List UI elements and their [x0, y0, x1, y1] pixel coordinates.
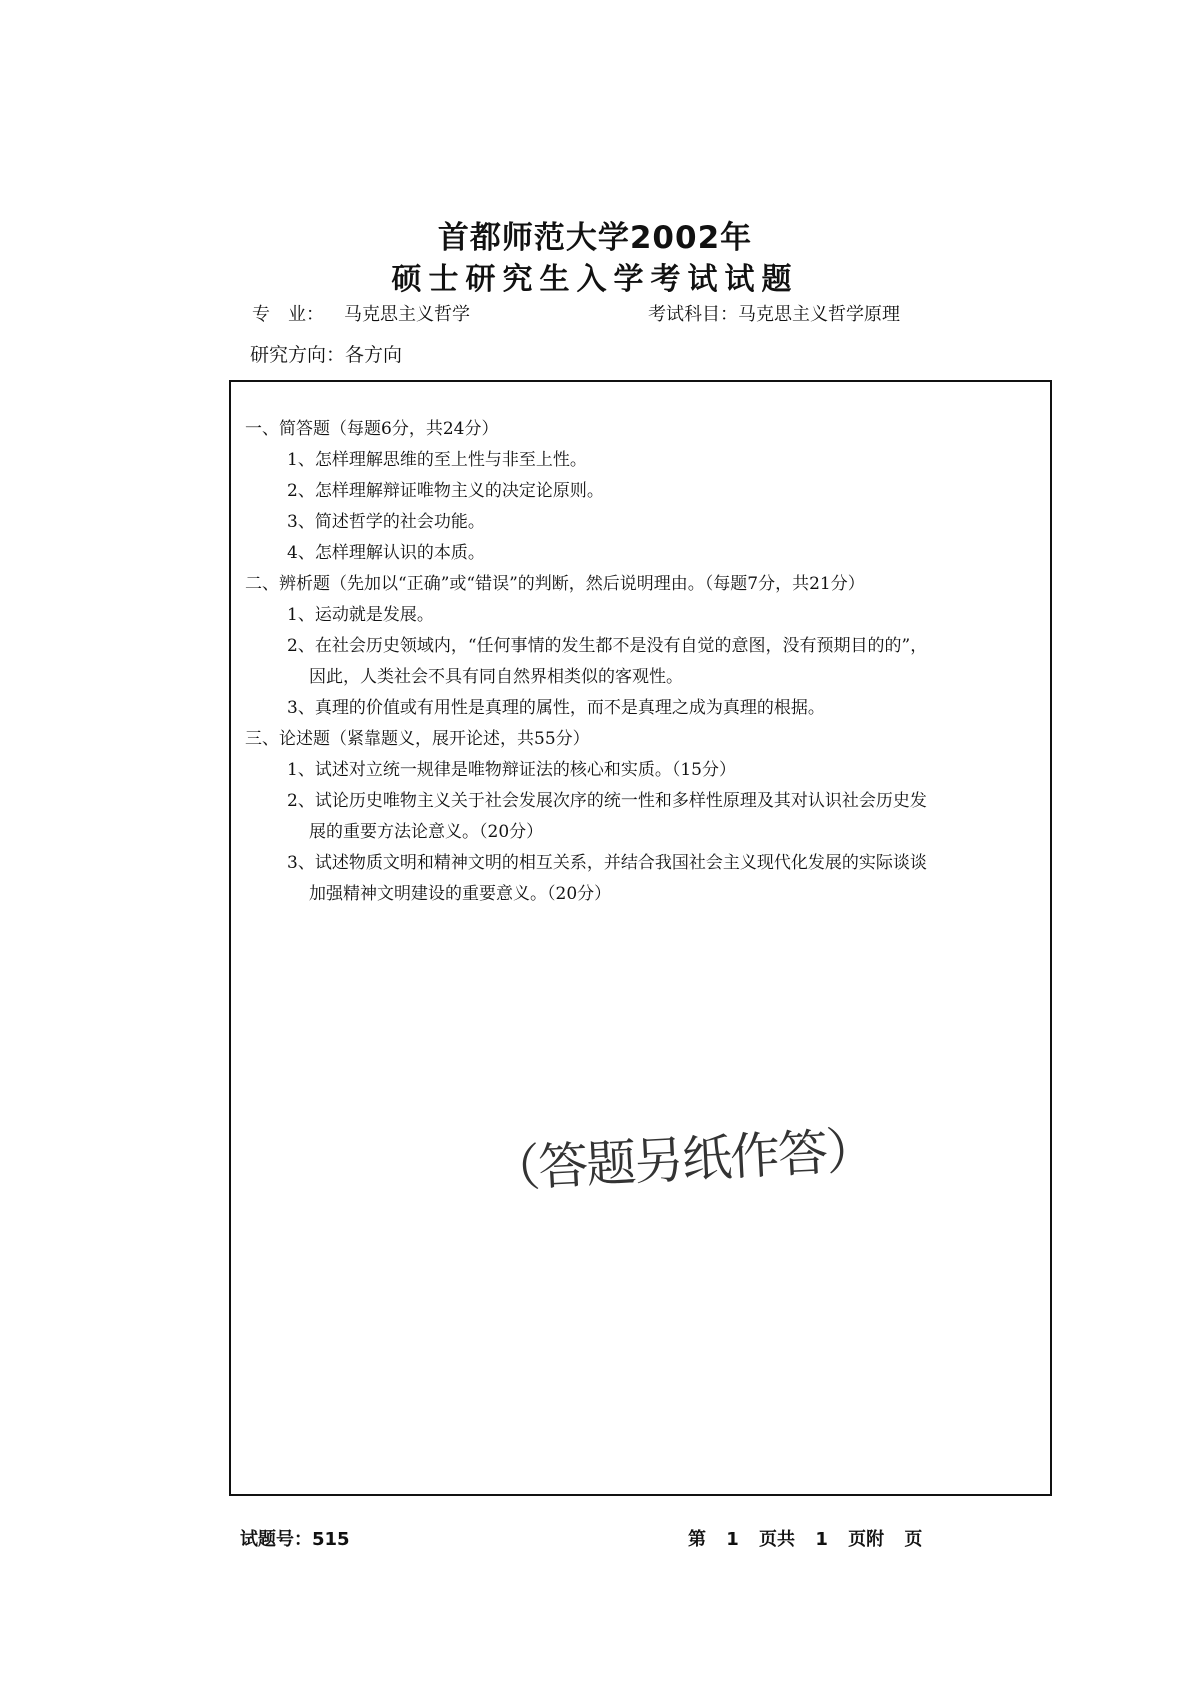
question-item: 3、真理的价值或有用性是真理的属性，而不是真理之成为真理的根据。: [287, 698, 825, 718]
question-item: 3、简述哲学的社会功能。: [287, 512, 485, 532]
question-item: 1、试述对立统一规律是唯物辩证法的核心和实质。（15分）: [287, 760, 736, 780]
exam-code-label: 试题号：: [240, 1529, 312, 1550]
question-item: 4、怎样理解认识的本质。: [287, 543, 485, 563]
direction-label: 研究方向：: [250, 344, 346, 366]
question-item: 1、怎样理解思维的至上性与非至上性。: [287, 450, 587, 470]
exam-title-line1: 首都师范大学2002年: [437, 220, 753, 256]
question-item-continued: 展的重要方法论意义。（20分）: [309, 822, 544, 842]
major-field: [252, 300, 470, 326]
section-heading: 三、论述题（紧靠题义，展开论述，共55分）: [245, 729, 590, 749]
section-heading: 二、辨析题（先加以“正确”或“错误”的判断，然后说明理由。（每题7分，共21分）: [245, 574, 865, 594]
exam-title-line2: 硕士研究生入学考试试题: [391, 262, 799, 297]
page-info: 第 1 页共 1 页附 页: [688, 1529, 923, 1550]
major-label: 专 业：: [252, 304, 324, 325]
subject-field: [648, 300, 900, 326]
question-item: 2、试论历史唯物主义关于社会发展次序的统一性和多样性原理及其对认识社会历史发: [287, 791, 927, 811]
question-item: 2、怎样理解辩证唯物主义的决定论原则。: [287, 481, 604, 501]
question-item-continued: 因此，人类社会不具有同自然界相类似的客观性。: [309, 667, 683, 687]
major-value: 马克思主义哲学: [344, 304, 470, 325]
question-box: [229, 380, 1052, 1496]
subject-value: 马克思主义哲学原理: [738, 304, 900, 325]
question-item-continued: 加强精神文明建设的重要意义。（20分）: [309, 884, 612, 904]
direction-value: 各方向: [345, 344, 403, 366]
exam-code: [240, 1525, 350, 1551]
question-item: 2、在社会历史领域内，“任何事情的发生都不是没有自觉的意图，没有预期目的的”，: [287, 636, 928, 656]
subject-label: 考试科目：: [648, 304, 738, 325]
exam-code-value: 515: [312, 1529, 350, 1550]
question-item: 1、运动就是发展。: [287, 605, 434, 625]
section-heading: 一、简答题（每题6分，共24分）: [245, 419, 499, 439]
direction-field: [250, 340, 402, 367]
handwritten-note: （答题另纸作答）: [488, 1120, 876, 1200]
question-item: 3、试述物质文明和精神文明的相互关系，并结合我国社会主义现代化发展的实际谈谈: [287, 853, 927, 873]
